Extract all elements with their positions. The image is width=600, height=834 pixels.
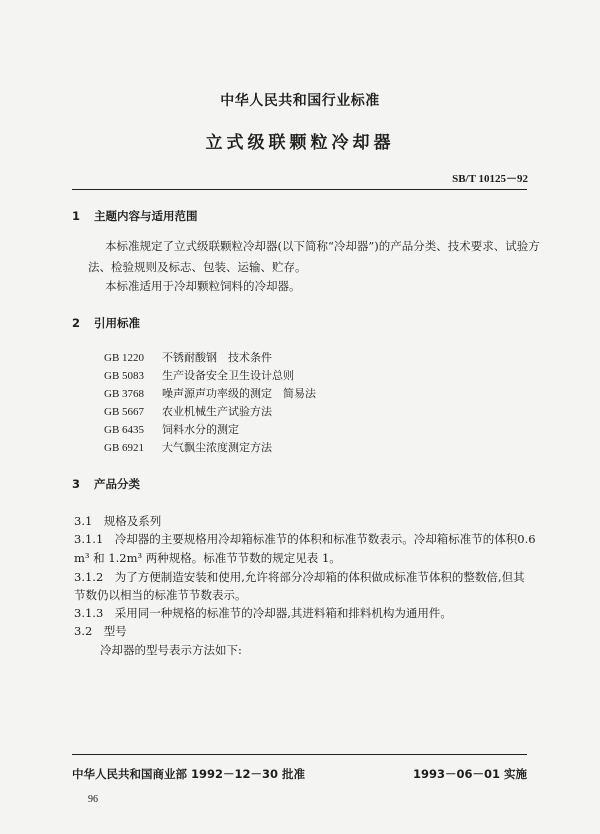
- effective-date: 1993－06－01 实施: [412, 767, 527, 781]
- clause-3-1: 3.1 规格及系列: [74, 514, 162, 528]
- reference-item: [104, 385, 316, 401]
- header-divider: [72, 189, 527, 190]
- reference-code: GB 5667: [104, 406, 145, 418]
- section-3-number: 3: [72, 477, 81, 491]
- section-3-heading: [72, 476, 140, 492]
- reference-code: GB 6921: [104, 442, 145, 454]
- approval-line: 中华人民共和国商业部 1992－12－30 批准: [72, 767, 306, 781]
- section-2-number: 2: [72, 316, 81, 330]
- reference-code: GB 6435: [104, 424, 145, 436]
- clause-3-1-1-line-2: m³ 和 1.2m³ 两种规格。标准节节数的规定见表 1。: [74, 551, 341, 565]
- reference-title: 饲料水分的测定: [162, 423, 239, 436]
- reference-item: [104, 403, 272, 419]
- section-2-title: 引用标准: [94, 316, 140, 330]
- reference-title: 生产设备安全卫生设计总则: [162, 369, 294, 382]
- standard-category-heading: 中华人民共和国行业标准: [220, 93, 380, 109]
- section-1-para-1-line-2: 法、检验规则及标志、包装、运输、贮存。: [88, 260, 307, 274]
- reference-code: GB 5083: [104, 370, 145, 382]
- reference-item: [104, 439, 272, 455]
- section-1-number: 1: [72, 209, 81, 223]
- section-1-para-2: 本标准适用于冷却颗粒饲料的冷却器。: [105, 279, 301, 293]
- reference-item: [104, 349, 272, 365]
- reference-code: GB 1220: [104, 352, 145, 364]
- section-1-para-1-line-1: 本标准规定了立式级联颗粒冷却器(以下简称“冷却器”)的产品分类、技术要求、试验方: [105, 239, 540, 253]
- section-1-title: 主题内容与适用范围: [94, 209, 198, 223]
- standard-code: SB/T 10125－92: [452, 173, 528, 185]
- reference-item: [104, 421, 239, 437]
- document-title: 立式级联颗粒冷却器: [205, 133, 395, 153]
- clause-3-1-1-line-1: 3.1.1 冷却器的主要规格用冷却箱标准节的体积和标准节数表示。冷却箱标准节的体积0.6: [74, 532, 536, 546]
- section-1-heading: [72, 208, 198, 224]
- reference-title: 不锈耐酸钢 技术条件: [162, 351, 272, 364]
- footer-divider: [72, 754, 527, 755]
- reference-code: GB 3768: [104, 388, 145, 400]
- page-number: 96: [88, 794, 98, 805]
- reference-title: 农业机械生产试验方法: [162, 405, 272, 418]
- clause-3-1-2-line-2: 节数仍以相当的标准节节数表示。: [74, 588, 247, 602]
- clause-3-2-text: 冷却器的型号表示方法如下:: [100, 643, 242, 657]
- reference-title: 大气飘尘浓度测定方法: [162, 441, 272, 454]
- section-2-heading: [72, 315, 140, 331]
- reference-title: 噪声源声功率级的测定 简易法: [162, 387, 316, 400]
- clause-3-2: 3.2 型号: [74, 624, 127, 638]
- clause-3-1-2-line-1: 3.1.2 为了方便制造安装和使用,允许将部分冷却箱的体积做成标准节体积的整数倍,但其: [74, 570, 525, 584]
- clause-3-1-3: 3.1.3 采用同一种规格的标准节的冷却器,其进料箱和排料机构为通用件。: [74, 606, 452, 620]
- reference-item: [104, 367, 294, 383]
- section-3-title: 产品分类: [94, 477, 140, 491]
